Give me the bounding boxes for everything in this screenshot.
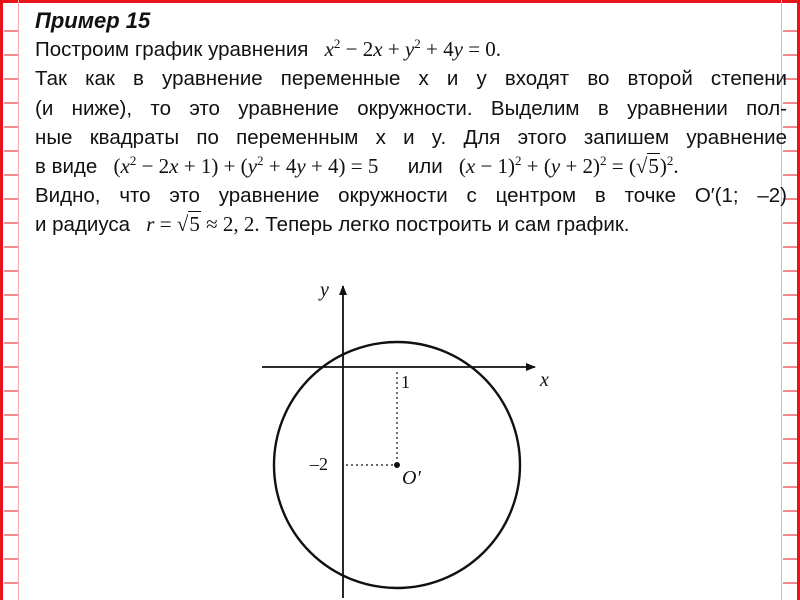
text-line-3: (и ниже), то это уравнение окружности. Выделим в уравнении пол- [35,96,787,120]
line1-text: Построим график уравнения [35,38,309,62]
tick-y-label: –2 [310,454,328,474]
equation-grouped: $(x^2 - 2x + 1) + (y^2 + 4y + 4) = 5$ [103,152,379,178]
y-axis-label: y [320,279,329,301]
radius-formula: r = √5 ≈ 2, 2. [146,212,260,237]
text-line-6: Видно, что это уравнение окружности с центром в точке O′(1; –2) [35,184,787,208]
x-axis-label: x [540,369,549,391]
line7-suffix: Теперь легко построить и сам график. [265,213,630,237]
center-label: O′ [402,467,421,489]
text-line-2: Так как в уравнение переменные x и y входят во второй степени [35,67,787,91]
line5-prefix: в виде [35,154,98,178]
center-point [394,462,400,468]
equation-main: $x^2 - 2x + y^2 + 4y = 0$. [324,36,502,62]
text-line-4: ные квадраты по переменным x и y. Для этого запишем уравнение [35,125,787,149]
tick-x-label: 1 [401,372,410,392]
line7-prefix: и радиуса [35,213,131,237]
line5-or: или [407,154,443,178]
equation-squares: $(x - 1)^2 + (y + 2)^2 = (√5)^2$. [448,152,679,178]
example-title: Пример 15 [35,8,151,33]
